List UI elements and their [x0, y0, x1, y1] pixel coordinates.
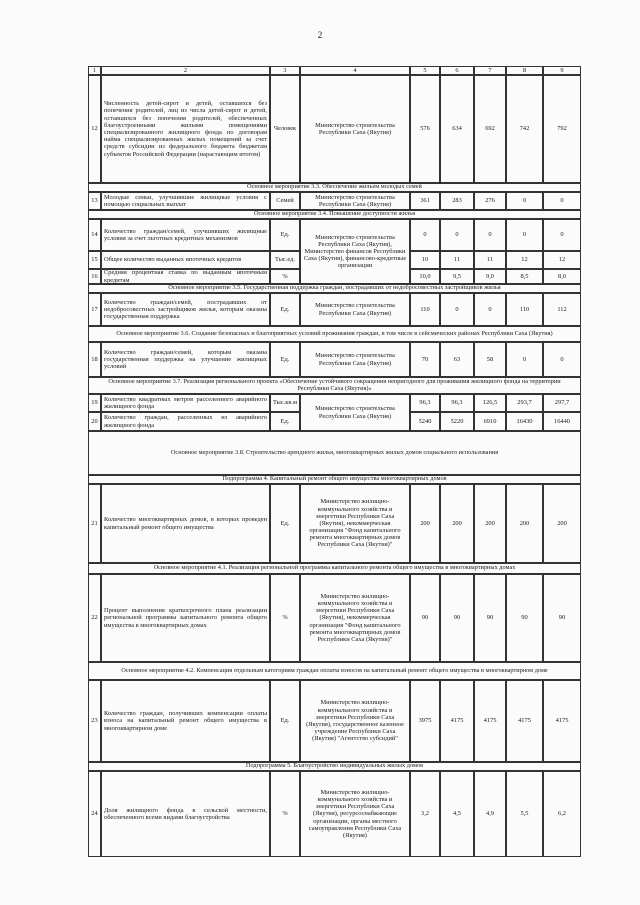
value-cell: 16430: [506, 412, 543, 431]
row-number: 24: [88, 771, 101, 857]
row-number: 12: [88, 75, 101, 183]
unit-cell: Ед.: [270, 293, 300, 326]
value-cell: 5,5: [506, 771, 543, 857]
row-number: 19: [88, 394, 101, 412]
indicator-name: Процент выполнения краткосрочного плана реализации региональной программы капитального ремонта общего имущества в многоквартирных домах: [101, 574, 270, 662]
value-cell: 90: [474, 574, 506, 662]
column-header: 3: [270, 66, 300, 75]
column-header: 6: [440, 66, 474, 75]
section-heading: Основное мероприятие 3.6. Создание безопасных и благоприятных условий проживания граждан, в том числе в сейсмических районах Республики Саха (Якутия): [88, 326, 581, 342]
executor-cell: Министерство строительства Республики Саха (Якутия), Министерство финансов Республики Саха (Якутия), финансово-кредитные организации: [300, 219, 410, 284]
value-cell: 4175: [440, 680, 474, 762]
unit-cell: Человек: [270, 75, 300, 183]
value-cell: 0: [543, 192, 581, 210]
value-cell: 692: [474, 75, 506, 183]
value-cell: 63: [440, 342, 474, 377]
row-number: 18: [88, 342, 101, 377]
value-cell: 12: [506, 251, 543, 269]
page-number: 2: [317, 30, 323, 40]
row-number: 16: [88, 269, 101, 284]
value-cell: 96,3: [410, 394, 440, 412]
value-cell: 4175: [543, 680, 581, 762]
unit-cell: Ед.: [270, 484, 300, 563]
value-cell: 283: [440, 192, 474, 210]
executor-cell: Министерство жилищно-коммунального хозяйства и энергетики Республики Саха (Якутия), некоммерческая организация "Фонд капитального ремонта многоквартирных домов Республики Саха (Якутия)": [300, 574, 410, 662]
row-number: 23: [88, 680, 101, 762]
value-cell: 90: [440, 574, 474, 662]
value-cell: 200: [506, 484, 543, 563]
value-cell: 9,5: [440, 269, 474, 284]
value-cell: 276: [474, 192, 506, 210]
value-cell: 0: [440, 293, 474, 326]
value-cell: 200: [543, 484, 581, 563]
column-header: 4: [300, 66, 410, 75]
column-header: 1: [88, 66, 101, 75]
value-cell: 6910: [474, 412, 506, 431]
value-cell: 3,2: [410, 771, 440, 857]
value-cell: 12: [543, 251, 581, 269]
value-cell: 110: [410, 293, 440, 326]
value-cell: 8,0: [543, 269, 581, 284]
value-cell: 10,0: [410, 269, 440, 284]
value-cell: 9,0: [474, 269, 506, 284]
column-header: 9: [543, 66, 581, 75]
value-cell: 10: [410, 251, 440, 269]
value-cell: 4175: [506, 680, 543, 762]
value-cell: 0: [506, 342, 543, 377]
section-heading: Основное мероприятие 3.7. Реализация регионального проекта «Обеспечение устойчивого сокращения непригодного для проживания жилищного фонда на территории Республики Саха (Якутия)»: [88, 377, 581, 394]
indicator-name: Количество граждан/семей, улучшивших жилищные условия за счет льготных кредитных механизмов: [101, 219, 270, 251]
section-heading: Основное мероприятие 3.3. Обеспечение жильем молодых семей: [88, 183, 581, 192]
section-heading: Основное мероприятие 4.1. Реализация региональной программы капитального ремонта общего имущества в многоквартирных домах: [88, 563, 581, 574]
section-heading: Основное мероприятие 3.5. Государственная поддержка граждан, пострадавших от недобросовестных застройщиков жилья: [88, 284, 581, 293]
value-cell: 11: [440, 251, 474, 269]
value-cell: 0: [474, 293, 506, 326]
executor-cell: Министерство жилищно-коммунального хозяйства и энергетики Республики Саха (Якутия), государственное казенное учреждение Республики Саха (Якутия) "Агентство субсидий": [300, 680, 410, 762]
value-cell: 0: [543, 342, 581, 377]
value-cell: 792: [543, 75, 581, 183]
unit-cell: Семей: [270, 192, 300, 210]
executor-cell: Министерство строительства Республики Саха (Якутия): [300, 394, 410, 431]
indicator-name: Количество граждан/семей, пострадавших от недобросовестных застройщиков жилья, которым оказана государственная поддержка: [101, 293, 270, 326]
value-cell: 200: [410, 484, 440, 563]
indicator-name: Количество многоквартирных домов, в которых проведен капитальный ремонт общего имущества: [101, 484, 270, 563]
value-cell: 0: [440, 219, 474, 251]
row-number: 14: [88, 219, 101, 251]
subprogram-heading: Подпрограмма 5. Благоустройство индивидуальных жилых домов: [88, 762, 581, 771]
value-cell: 90: [543, 574, 581, 662]
column-header: 8: [506, 66, 543, 75]
value-cell: 126,5: [474, 394, 506, 412]
row-number: 13: [88, 192, 101, 210]
value-cell: 16440: [543, 412, 581, 431]
row-number: 15: [88, 251, 101, 269]
value-cell: 0: [506, 192, 543, 210]
indicator-name: Общее количество выданных ипотечных кредитов: [101, 251, 270, 269]
value-cell: 11: [474, 251, 506, 269]
subprogram-heading: Подпрограмма 4. Капитальный ремонт общего имущества многоквартирных домов: [88, 475, 581, 484]
value-cell: 0: [543, 219, 581, 251]
value-cell: 0: [506, 219, 543, 251]
unit-cell: Ед.: [270, 412, 300, 431]
unit-cell: Ед.: [270, 342, 300, 377]
indicator-name: Количество граждан, получивших компенсации оплаты взноса на капитальный ремонт общего имущества в многоквартирном доме: [101, 680, 270, 762]
value-cell: 110: [506, 293, 543, 326]
unit-cell: Тыс.ед.: [270, 251, 300, 269]
indicator-name: Доля жилищного фонда в сельской местности, обеспеченного всеми видами благоустройства: [101, 771, 270, 857]
value-cell: 4,9: [474, 771, 506, 857]
unit-cell: Ед.: [270, 680, 300, 762]
row-number: 20: [88, 412, 101, 431]
indicator-name: Средняя процентная ставка по выданным ипотечным кредитам: [101, 269, 270, 284]
executor-cell: Министерство строительства Республики Саха (Якутия): [300, 192, 410, 210]
unit-cell: %: [270, 269, 300, 284]
value-cell: 5220: [440, 412, 474, 431]
value-cell: 634: [440, 75, 474, 183]
value-cell: 112: [543, 293, 581, 326]
row-number: 22: [88, 574, 101, 662]
value-cell: 5240: [410, 412, 440, 431]
value-cell: 200: [440, 484, 474, 563]
column-header: 5: [410, 66, 440, 75]
executor-cell: Министерство строительства Республики Саха (Якутия): [300, 293, 410, 326]
column-header: 7: [474, 66, 506, 75]
executor-cell: Министерство жилищно-коммунального хозяйства и энергетики Республики Саха (Якутия), некоммерческая организация "Фонд капитального ремонта многоквартирных домов Республики Саха (Якутия)": [300, 484, 410, 563]
value-cell: 297,7: [543, 394, 581, 412]
row-number: 21: [88, 484, 101, 563]
unit-cell: %: [270, 771, 300, 857]
value-cell: 576: [410, 75, 440, 183]
value-cell: 3975: [410, 680, 440, 762]
value-cell: 4,5: [440, 771, 474, 857]
unit-cell: Тыс.кв.м: [270, 394, 300, 412]
value-cell: 96,3: [440, 394, 474, 412]
indicator-name: Количество граждан, расселенных из аварийного жилищного фонда: [101, 412, 270, 431]
value-cell: 70: [410, 342, 440, 377]
value-cell: 6,2: [543, 771, 581, 857]
executor-cell: Министерство строительства Республики Саха (Якутия): [300, 342, 410, 377]
executor-cell: Министерство жилищно-коммунального хозяйства и энергетики Республики Саха (Якутия), ресурсоснабжающие организации, органы местного самоуправления Республики Саха (Якутия): [300, 771, 410, 857]
unit-cell: Ед.: [270, 219, 300, 251]
value-cell: 58: [474, 342, 506, 377]
value-cell: 200: [474, 484, 506, 563]
indicator-name: Количество граждан/семей, которым оказана государственная поддержка на улучшение жилищных условий: [101, 342, 270, 377]
indicator-name: Количество квадратных метров расселенного аварийного жилищного фонда: [101, 394, 270, 412]
value-cell: 361: [410, 192, 440, 210]
unit-cell: %: [270, 574, 300, 662]
value-cell: 0: [474, 219, 506, 251]
value-cell: 0: [410, 219, 440, 251]
value-cell: 90: [410, 574, 440, 662]
value-cell: 8,5: [506, 269, 543, 284]
value-cell: 90: [506, 574, 543, 662]
section-heading: Основное мероприятие 3.8. Строительство арендного жилья, многоквартирных жилых домов социального использования: [88, 431, 581, 475]
value-cell: 293,7: [506, 394, 543, 412]
section-heading: Основное мероприятие 3.4. Повышение доступности жилья: [88, 210, 581, 219]
value-cell: 742: [506, 75, 543, 183]
column-header: 2: [101, 66, 270, 75]
value-cell: 4175: [474, 680, 506, 762]
row-number: 17: [88, 293, 101, 326]
section-heading: Основное мероприятие 4.2. Компенсация отдельным категориям граждан оплаты взносов на капитальный ремонт общего имущества в многоквартирном доме: [88, 662, 581, 680]
indicator-name: Молодые семьи, улучшившие жилищные условия с помощью социальных выплат: [101, 192, 270, 210]
indicator-name: Численность детей-сирот и детей, оставшихся без попечения родителей, лиц из числа детей-сирот и детей, оставшихся без попечения родителей, обеспеченных благоустроенными жилыми помещениями специализированного жилищного фонда по договорам найма специализированных жилых помещений за счет средств субсидии из федерального бюджета бюджетам субъектов Российской Федерации (нарастающим итогом): [101, 75, 270, 183]
executor-cell: Министерство строительства Республики Саха (Якутия): [300, 75, 410, 183]
